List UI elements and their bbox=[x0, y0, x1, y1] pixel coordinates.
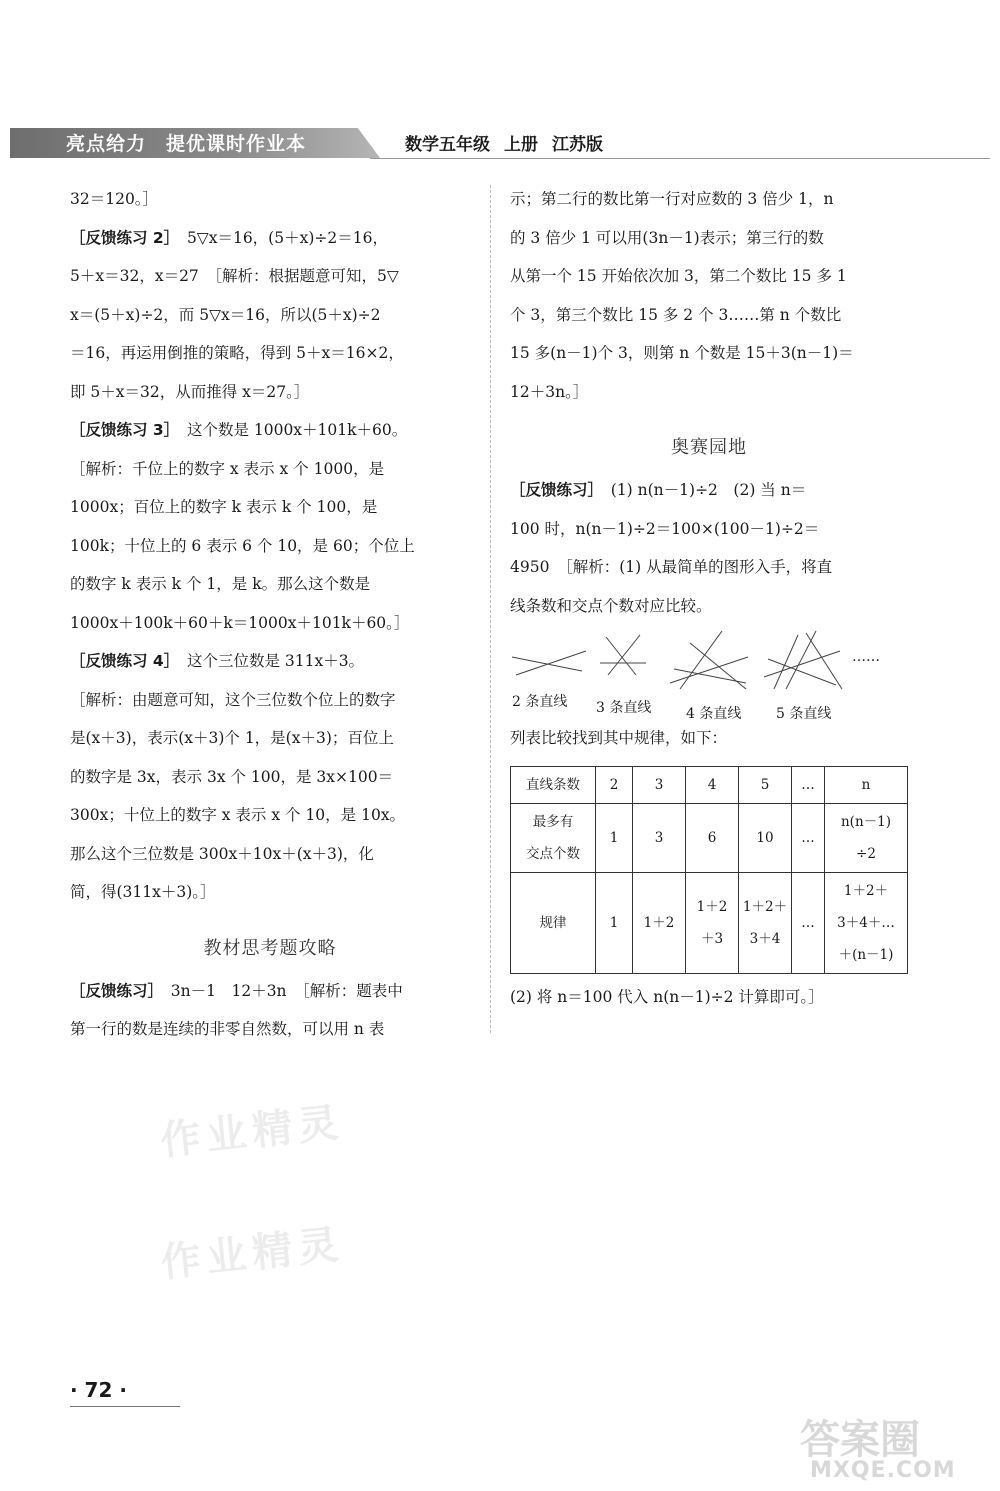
table-cell: n(n－1) ÷2 bbox=[825, 803, 908, 872]
three-lines bbox=[600, 635, 646, 675]
exercise-label: ［反馈练习］ bbox=[510, 481, 596, 499]
figure-ellipsis: …… bbox=[852, 649, 880, 665]
book-name: 提优课时作业本 bbox=[166, 133, 307, 155]
answer-text: 1000x＋100k＋60＋k＝1000x＋101k＋60。］ bbox=[70, 613, 410, 632]
row-header-cell: 直线条数 bbox=[511, 766, 596, 803]
answer-line bbox=[70, 796, 470, 835]
answer-text: ［解析：由题意可知，这个三位数个位上的数字 bbox=[70, 690, 396, 709]
table-cell: 6 bbox=[686, 803, 739, 872]
brand-name: 亮点给力 bbox=[66, 133, 147, 155]
line-intersection-table bbox=[510, 766, 908, 974]
table-cell: 4 bbox=[686, 766, 739, 803]
answer-text: 第一行的数是连续的非零自然数，可以用 n 表 bbox=[70, 1020, 385, 1038]
answer-text: 32＝120。］ bbox=[70, 190, 159, 208]
answer-line bbox=[70, 296, 470, 335]
answer-text: 300x；十位上的数字 x 表示 x 个 10，是 10x。 bbox=[70, 806, 406, 824]
table-cell: 1 bbox=[596, 803, 633, 872]
answer-line bbox=[70, 527, 470, 566]
answer-line bbox=[70, 972, 470, 1011]
answer-line bbox=[510, 471, 908, 510]
caption-5-lines: 5 条直线 bbox=[776, 706, 832, 722]
site-logo-mark: 答案圈 bbox=[800, 1417, 920, 1463]
answer-line bbox=[510, 257, 908, 296]
table-cell: 1＋2＋ 3＋4 bbox=[739, 872, 792, 973]
watermark-1: 作业精灵 bbox=[158, 1099, 347, 1165]
volume-label: 上册 bbox=[504, 135, 538, 155]
answer-text: 12＋3n。］ bbox=[510, 382, 589, 401]
answer-text: 100k；十位上的 6 表示 6 个 10，是 60；个位上 bbox=[70, 536, 415, 555]
answer-line bbox=[70, 257, 470, 296]
closing-line: (2) 将 n＝100 代入 n(n－1)÷2 计算即可。］ bbox=[510, 987, 824, 1006]
row-header-cell: 规律 bbox=[511, 872, 596, 973]
table-cell: 1＋2＋ 3＋4＋… ＋(n－1) bbox=[825, 872, 908, 973]
answer-text: x＝(5＋x)÷2，而 5▽x＝16，所以(5＋x)÷2 bbox=[70, 305, 381, 324]
answer-text: ［解析：千位上的数字 x 表示 x 个 1000，是 bbox=[70, 459, 385, 478]
table-cell: 1 bbox=[596, 872, 633, 973]
answer-line bbox=[510, 334, 908, 373]
section-title-olympiad: 奥赛园地 bbox=[671, 437, 747, 458]
table-cell: … bbox=[792, 766, 825, 803]
grade-label: 数学五年级 bbox=[405, 135, 490, 155]
table-row bbox=[511, 803, 908, 872]
answer-text: 的数字 k 表示 k 个 1，是 k。那么这个数是 bbox=[70, 575, 371, 593]
table-cell: n bbox=[825, 766, 908, 803]
table-cell: 1＋2 ＋3 bbox=[686, 872, 739, 973]
answer-line bbox=[70, 450, 470, 489]
section-title-textbook: 教材思考题攻略 bbox=[203, 937, 337, 959]
page-number: · 72 · bbox=[70, 1378, 127, 1402]
table-cell: 5 bbox=[739, 766, 792, 803]
watermark-2: 作业精灵 bbox=[158, 1221, 347, 1287]
answer-text: 的 3 倍少 1 可以用(3n－1)表示；第三行的数 bbox=[510, 228, 824, 247]
table-cell: 1＋2 bbox=[633, 872, 686, 973]
page-number-rule bbox=[70, 1406, 180, 1407]
answer-text: 1000x；百位上的数字 k 表示 k 个 100，是 bbox=[70, 498, 378, 516]
subject-info bbox=[405, 130, 617, 155]
left-answer-block-2 bbox=[70, 972, 470, 1049]
answer-text: 个 3，第三个数比 15 多 2 个 3……第 n 个数比 bbox=[510, 305, 842, 324]
olympiad-answer-block bbox=[510, 471, 908, 625]
answer-text: ＝16，再运用倒推的策略，得到 5＋x＝16×2， bbox=[70, 344, 404, 362]
answer-line bbox=[70, 719, 470, 758]
table-cell: 3 bbox=[633, 803, 686, 872]
caption-4-lines: 4 条直线 bbox=[686, 706, 742, 722]
answer-text: 15 多(n－1)个 3，则第 n 个数是 15＋3(n－1)＝ bbox=[510, 344, 854, 362]
answer-line bbox=[70, 1010, 470, 1049]
intersecting-lines-figure bbox=[510, 629, 908, 722]
table-row bbox=[511, 872, 908, 973]
table-intro: 列表比较找到其中规律，如下： bbox=[510, 729, 728, 747]
answer-text: 100 时，n(n－1)÷2＝100×(100－1)÷2＝ bbox=[510, 519, 820, 538]
left-answer-block bbox=[70, 180, 470, 912]
answer-text: 线条数和交点个数对应比较。 bbox=[510, 596, 712, 615]
series-title bbox=[66, 129, 326, 156]
answer-line bbox=[510, 180, 908, 219]
answer-text: 示；第二行的数比第一行对应数的 3 倍少 1，n bbox=[510, 190, 834, 208]
answer-line bbox=[70, 604, 470, 643]
answer-line bbox=[510, 548, 908, 587]
answer-line bbox=[70, 488, 470, 527]
header-rule bbox=[370, 158, 990, 159]
exercise-label: ［反馈练习 2］ bbox=[70, 228, 172, 247]
answer-text: 5＋x＝32，x＝27 ［解析：根据题意可知，5▽ bbox=[70, 267, 399, 285]
answer-line bbox=[70, 180, 470, 219]
answer-text: 是(x＋3)，表示(x＋3)个 1，是(x＋3)；百位上 bbox=[70, 729, 394, 747]
answer-line bbox=[70, 681, 470, 720]
answer-line bbox=[70, 873, 470, 912]
answer-text: 即 5＋x＝32，从而推得 x＝27。］ bbox=[70, 382, 310, 401]
caption-3-lines: 3 条直线 bbox=[596, 700, 652, 716]
row-header-cell: 最多有 交点个数 bbox=[511, 803, 596, 872]
answer-text: 5▽x＝16，(5＋x)÷2＝16， bbox=[171, 228, 388, 247]
edition-label: 江苏版 bbox=[552, 135, 603, 155]
table-cell: 10 bbox=[739, 803, 792, 872]
exercise-label: ［反馈练习 3］ bbox=[70, 421, 172, 439]
answer-text: 这个三位数是 311x＋3。 bbox=[171, 652, 365, 670]
answer-line bbox=[70, 334, 470, 373]
answer-line bbox=[510, 587, 908, 626]
answer-line bbox=[70, 758, 470, 797]
answer-text: 的数字是 3x，表示 3x 个 100，是 3x×100＝ bbox=[70, 767, 394, 786]
answer-text: 这个数是 1000x＋101k＋60。 bbox=[171, 421, 408, 439]
right-column bbox=[510, 180, 908, 1016]
left-column bbox=[70, 180, 470, 1049]
table-cell: 2 bbox=[596, 766, 633, 803]
answer-line bbox=[510, 510, 908, 549]
two-lines bbox=[512, 651, 586, 675]
caption-2-lines: 2 条直线 bbox=[512, 694, 568, 710]
column-divider bbox=[490, 185, 491, 1033]
exercise-label: ［反馈练习］ bbox=[70, 981, 156, 1000]
answer-line bbox=[70, 219, 470, 258]
table-cell: … bbox=[792, 872, 825, 973]
answer-text: (1) n(n－1)÷2 (2) 当 n＝ bbox=[595, 481, 807, 499]
answer-line bbox=[510, 219, 908, 258]
answer-text: 那么这个三位数是 300x＋10x＋(x＋3)，化 bbox=[70, 844, 374, 863]
page-header bbox=[10, 124, 980, 162]
table-cell: 3 bbox=[633, 766, 686, 803]
site-url: MXQE.COM bbox=[810, 1458, 956, 1483]
answer-text: 简，得(311x＋3)。］ bbox=[70, 883, 216, 901]
right-answer-block bbox=[510, 180, 908, 411]
answer-text: 4950 ［解析：(1) 从最简单的图形入手，将直 bbox=[510, 558, 833, 576]
five-lines bbox=[764, 631, 842, 689]
table-row bbox=[511, 766, 908, 803]
four-lines bbox=[670, 631, 748, 689]
answer-line bbox=[70, 565, 470, 604]
exercise-label: ［反馈练习 4］ bbox=[70, 652, 172, 670]
answer-text: 从第一个 15 开始依次加 3，第二个数比 15 多 1 bbox=[510, 267, 847, 285]
answer-text: 3n－1 12＋3n ［解析：题表中 bbox=[155, 981, 403, 1000]
answer-line bbox=[70, 411, 470, 450]
answer-line bbox=[70, 373, 470, 412]
answer-line bbox=[510, 373, 908, 412]
answer-line bbox=[70, 835, 470, 874]
answer-line bbox=[510, 296, 908, 335]
answer-line bbox=[70, 642, 470, 681]
table-cell: … bbox=[792, 803, 825, 872]
